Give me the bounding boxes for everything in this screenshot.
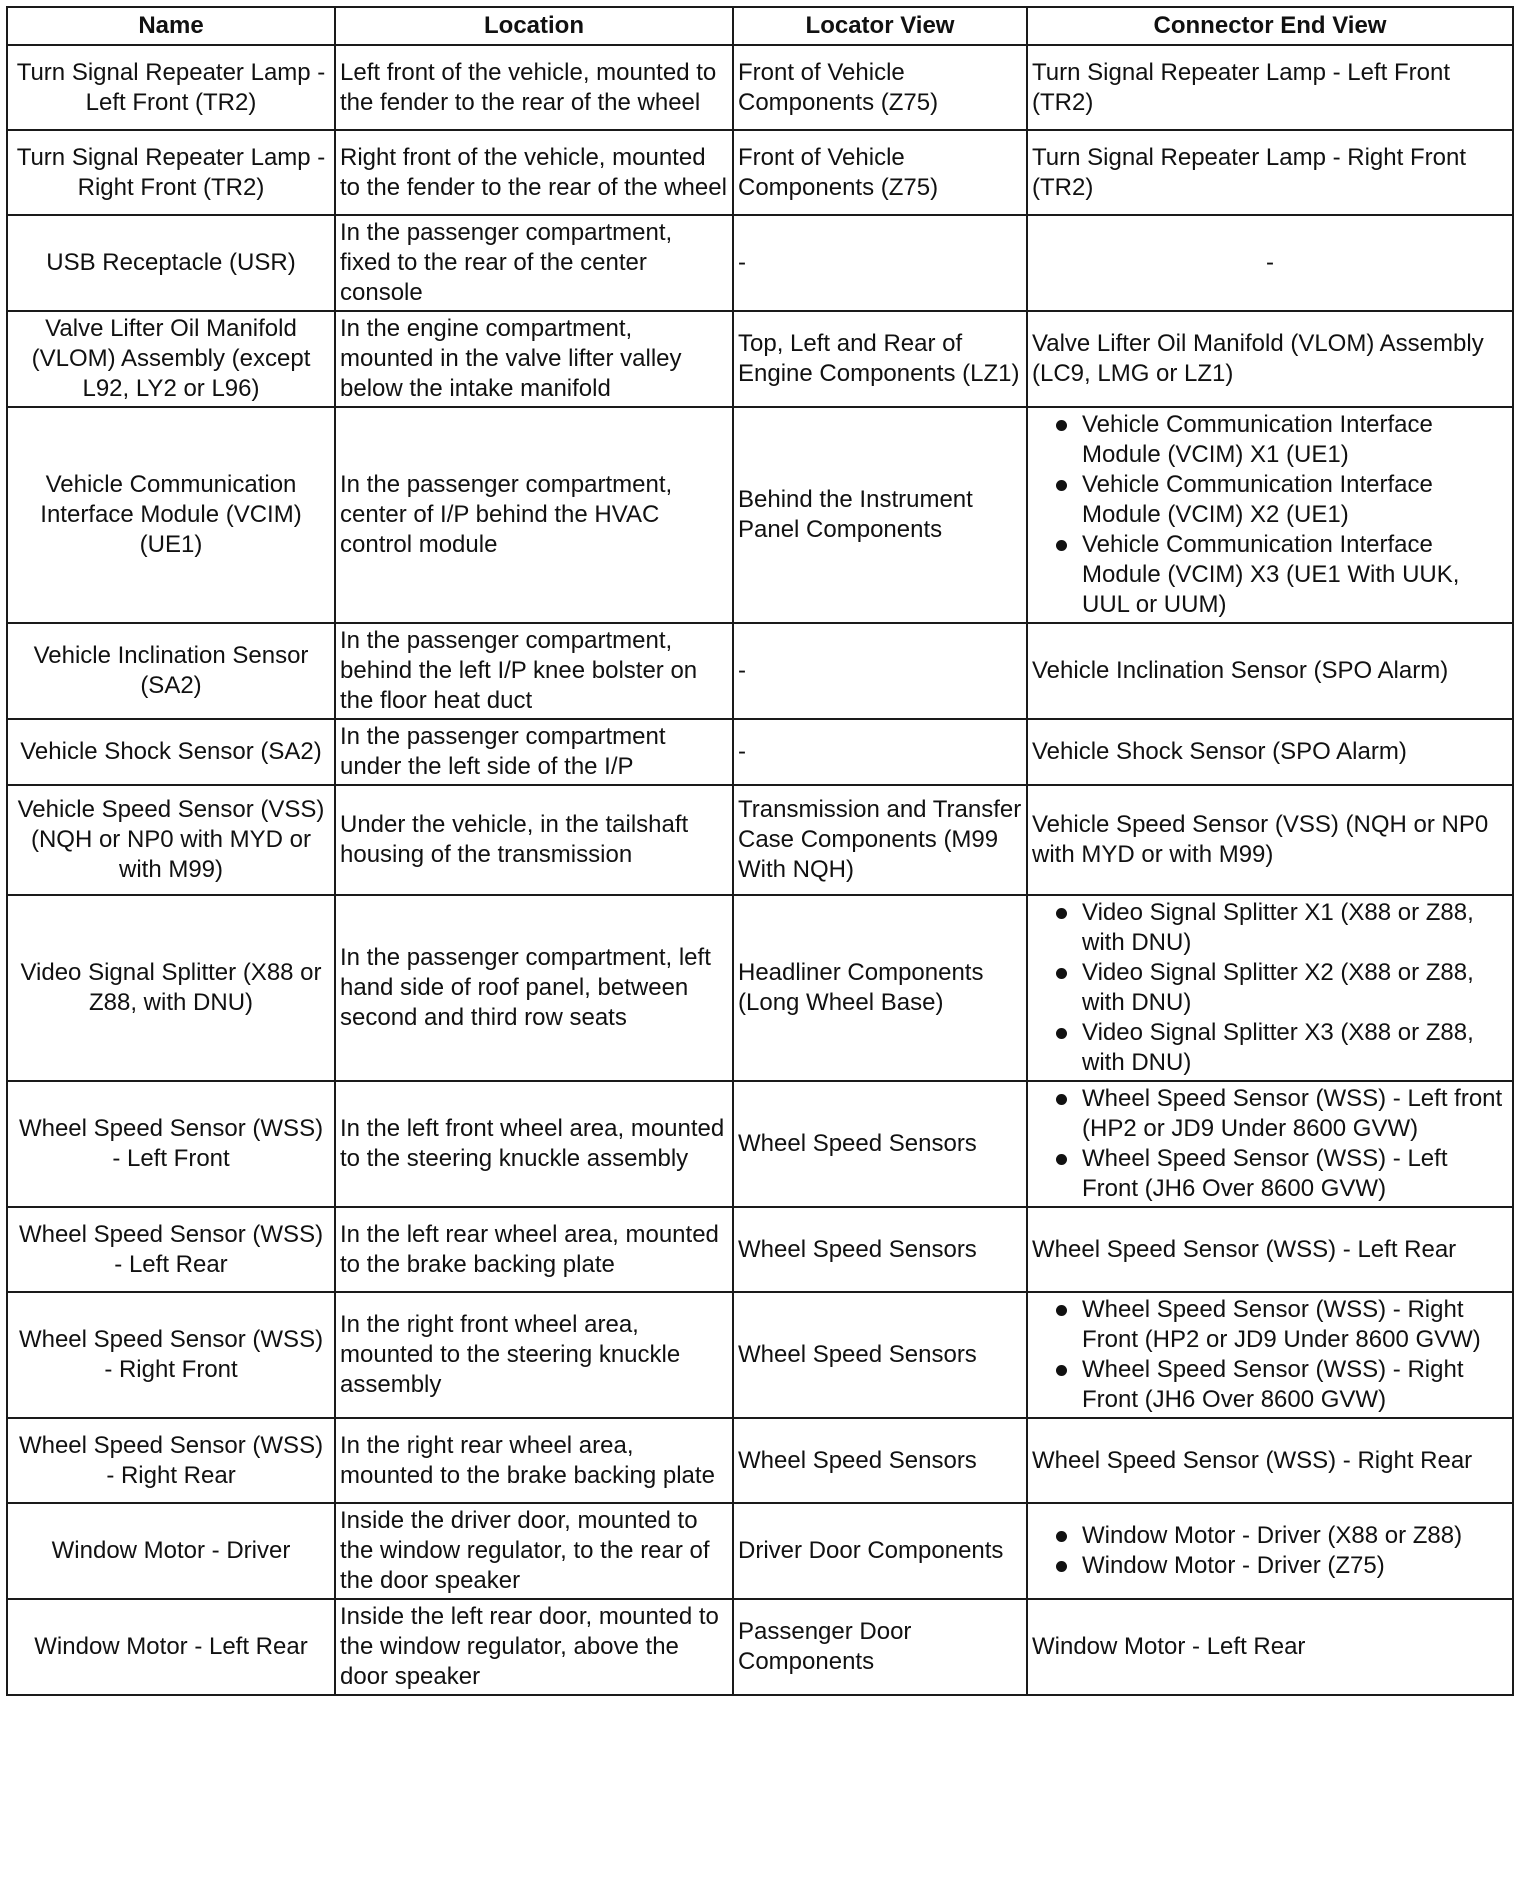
- location-cell: Right front of the vehicle, mounted to the fender to the rear of the wheel: [335, 130, 733, 215]
- connector-list-item: [1032, 898, 1508, 958]
- table-row: [7, 785, 1513, 895]
- connector-list-item: [1032, 1144, 1508, 1204]
- table-row: [7, 1599, 1513, 1695]
- connector-label: Vehicle Communication Interface Module (VCIM) X1 (UE1): [1082, 411, 1433, 468]
- component-name-cell: Turn Signal Repeater Lamp - Left Front (TR2): [7, 45, 335, 130]
- connector-list-item: [1032, 1295, 1508, 1355]
- component-locator-table: [6, 6, 1514, 1696]
- connector-end-view-cell: Window Motor - Left Rear: [1027, 1599, 1513, 1695]
- component-name-cell: Wheel Speed Sensor (WSS) - Left Front: [7, 1081, 335, 1207]
- connector-label: Wheel Speed Sensor (WSS) - Right Front (HP2 or JD9 Under 8600 GVW): [1082, 1296, 1481, 1353]
- bullet-icon: [1056, 1561, 1067, 1572]
- connector-end-view-cell: [1027, 1081, 1513, 1207]
- component-name-cell: Wheel Speed Sensor (WSS) - Right Front: [7, 1292, 335, 1418]
- component-name-cell: Vehicle Shock Sensor (SA2): [7, 719, 335, 785]
- location-cell: In the right front wheel area, mounted to the steering knuckle assembly: [335, 1292, 733, 1418]
- connector-end-view-cell: Valve Lifter Oil Manifold (VLOM) Assembly (LC9, LMG or LZ1): [1027, 311, 1513, 407]
- table-row: [7, 311, 1513, 407]
- bullet-icon: [1056, 1094, 1067, 1105]
- location-cell: Under the vehicle, in the tailshaft housing of the transmission: [335, 785, 733, 895]
- table-row: [7, 623, 1513, 719]
- connector-end-view-cell: [1027, 895, 1513, 1081]
- component-name-cell: Window Motor - Driver: [7, 1503, 335, 1599]
- bullet-icon: [1056, 908, 1067, 919]
- header-row: [7, 7, 1513, 45]
- connector-label: Vehicle Communication Interface Module (VCIM) X3 (UE1 With UUK, UUL or UUM): [1082, 531, 1460, 618]
- locator-view-cell: Front of Vehicle Components (Z75): [733, 45, 1027, 130]
- connector-list-item: [1032, 1521, 1508, 1551]
- table-row: [7, 1292, 1513, 1418]
- table-header: [7, 7, 1513, 45]
- bullet-icon: [1056, 540, 1067, 551]
- connector-label: Window Motor - Driver (Z75): [1082, 1552, 1385, 1579]
- connector-end-view-cell: [1027, 1292, 1513, 1418]
- location-cell: In the passenger compartment under the left side of the I/P: [335, 719, 733, 785]
- locator-view-cell: Transmission and Transfer Case Components (M99 With NQH): [733, 785, 1027, 895]
- table-row: [7, 407, 1513, 623]
- connector-end-view-cell: Wheel Speed Sensor (WSS) - Left Rear: [1027, 1207, 1513, 1292]
- bullet-icon: [1056, 1365, 1067, 1376]
- connector-label: Window Motor - Driver (X88 or Z88): [1082, 1522, 1463, 1549]
- location-cell: In the passenger compartment, fixed to the rear of the center console: [335, 215, 733, 311]
- locator-view-cell: Front of Vehicle Components (Z75): [733, 130, 1027, 215]
- bullet-icon: [1056, 420, 1067, 431]
- bullet-icon: [1056, 480, 1067, 491]
- locator-view-cell: Headliner Components (Long Wheel Base): [733, 895, 1027, 1081]
- location-cell: Inside the left rear door, mounted to the window regulator, above the door speaker: [335, 1599, 733, 1695]
- connector-list-item: [1032, 470, 1508, 530]
- locator-view-cell: -: [733, 215, 1027, 311]
- connector-list-item: [1032, 1084, 1508, 1144]
- location-cell: In the right rear wheel area, mounted to the brake backing plate: [335, 1418, 733, 1503]
- connector-list-item: [1032, 410, 1508, 470]
- locator-view-cell: Driver Door Components: [733, 1503, 1027, 1599]
- locator-view-cell: -: [733, 623, 1027, 719]
- table-row: [7, 1418, 1513, 1503]
- bullet-icon: [1056, 1531, 1067, 1542]
- location-cell: In the passenger compartment, center of I/P behind the HVAC control module: [335, 407, 733, 623]
- table-row: [7, 895, 1513, 1081]
- connector-end-view-cell: Turn Signal Repeater Lamp - Left Front (TR2): [1027, 45, 1513, 130]
- component-name-cell: Vehicle Inclination Sensor (SA2): [7, 623, 335, 719]
- connector-list: [1032, 1521, 1508, 1581]
- table-row: [7, 215, 1513, 311]
- component-name-cell: Vehicle Speed Sensor (VSS) (NQH or NP0 with MYD or with M99): [7, 785, 335, 895]
- connector-list: [1032, 1084, 1508, 1204]
- table-row: [7, 1503, 1513, 1599]
- header-name: Name: [7, 7, 335, 45]
- table-row: [7, 45, 1513, 130]
- locator-view-cell: Wheel Speed Sensors: [733, 1292, 1027, 1418]
- header-locator-view: Locator View: [733, 7, 1027, 45]
- connector-end-view-cell: Vehicle Speed Sensor (VSS) (NQH or NP0 with MYD or with M99): [1027, 785, 1513, 895]
- bullet-icon: [1056, 968, 1067, 979]
- connector-end-view-cell: Turn Signal Repeater Lamp - Right Front (TR2): [1027, 130, 1513, 215]
- component-name-cell: Wheel Speed Sensor (WSS) - Right Rear: [7, 1418, 335, 1503]
- location-cell: Left front of the vehicle, mounted to the fender to the rear of the wheel: [335, 45, 733, 130]
- connector-label: Wheel Speed Sensor (WSS) - Left front (HP2 or JD9 Under 8600 GVW): [1082, 1085, 1503, 1142]
- locator-view-cell: Top, Left and Rear of Engine Components (LZ1): [733, 311, 1027, 407]
- connector-label: Wheel Speed Sensor (WSS) - Left Front (JH6 Over 8600 GVW): [1082, 1145, 1448, 1202]
- connector-end-view-cell: Vehicle Inclination Sensor (SPO Alarm): [1027, 623, 1513, 719]
- connector-list: [1032, 410, 1508, 620]
- connector-list-item: [1032, 958, 1508, 1018]
- table-row: [7, 1207, 1513, 1292]
- connector-label: Vehicle Communication Interface Module (VCIM) X2 (UE1): [1082, 471, 1433, 528]
- bullet-icon: [1056, 1028, 1067, 1039]
- connector-label: Video Signal Splitter X1 (X88 or Z88, with DNU): [1082, 899, 1474, 956]
- connector-end-view-cell: -: [1027, 215, 1513, 311]
- location-cell: In the left rear wheel area, mounted to the brake backing plate: [335, 1207, 733, 1292]
- component-name-cell: USB Receptacle (USR): [7, 215, 335, 311]
- header-location: Location: [335, 7, 733, 45]
- table-row: [7, 719, 1513, 785]
- connector-list-item: [1032, 530, 1508, 620]
- component-name-cell: Wheel Speed Sensor (WSS) - Left Rear: [7, 1207, 335, 1292]
- connector-list-item: [1032, 1018, 1508, 1078]
- table-row: [7, 130, 1513, 215]
- location-cell: In the passenger compartment, left hand side of roof panel, between second and third row seats: [335, 895, 733, 1081]
- connector-label: Video Signal Splitter X3 (X88 or Z88, with DNU): [1082, 1019, 1474, 1076]
- locator-view-cell: -: [733, 719, 1027, 785]
- locator-view-cell: Wheel Speed Sensors: [733, 1081, 1027, 1207]
- locator-view-cell: Passenger Door Components: [733, 1599, 1027, 1695]
- connector-label: Wheel Speed Sensor (WSS) - Right Front (JH6 Over 8600 GVW): [1082, 1356, 1464, 1413]
- component-name-cell: Video Signal Splitter (X88 or Z88, with DNU): [7, 895, 335, 1081]
- location-cell: In the engine compartment, mounted in the valve lifter valley below the intake manifold: [335, 311, 733, 407]
- table-row: [7, 1081, 1513, 1207]
- connector-end-view-cell: [1027, 407, 1513, 623]
- locator-view-cell: Behind the Instrument Panel Components: [733, 407, 1027, 623]
- location-cell: In the passenger compartment, behind the left I/P knee bolster on the floor heat duct: [335, 623, 733, 719]
- location-cell: Inside the driver door, mounted to the window regulator, to the rear of the door speaker: [335, 1503, 733, 1599]
- header-connector-end-view: Connector End View: [1027, 7, 1513, 45]
- connector-end-view-cell: Wheel Speed Sensor (WSS) - Right Rear: [1027, 1418, 1513, 1503]
- connector-list-item: [1032, 1355, 1508, 1415]
- component-name-cell: Window Motor - Left Rear: [7, 1599, 335, 1695]
- table-body: [7, 45, 1513, 1695]
- component-name-cell: Valve Lifter Oil Manifold (VLOM) Assembly (except L92, LY2 or L96): [7, 311, 335, 407]
- component-name-cell: Vehicle Communication Interface Module (VCIM) (UE1): [7, 407, 335, 623]
- connector-label: Video Signal Splitter X2 (X88 or Z88, with DNU): [1082, 959, 1474, 1016]
- location-cell: In the left front wheel area, mounted to the steering knuckle assembly: [335, 1081, 733, 1207]
- connector-end-view-cell: [1027, 1503, 1513, 1599]
- connector-list-item: [1032, 1551, 1508, 1581]
- connector-end-view-cell: Vehicle Shock Sensor (SPO Alarm): [1027, 719, 1513, 785]
- locator-view-cell: Wheel Speed Sensors: [733, 1418, 1027, 1503]
- locator-view-cell: Wheel Speed Sensors: [733, 1207, 1027, 1292]
- connector-list: [1032, 898, 1508, 1078]
- connector-list: [1032, 1295, 1508, 1415]
- component-name-cell: Turn Signal Repeater Lamp - Right Front (TR2): [7, 130, 335, 215]
- bullet-icon: [1056, 1154, 1067, 1165]
- bullet-icon: [1056, 1305, 1067, 1316]
